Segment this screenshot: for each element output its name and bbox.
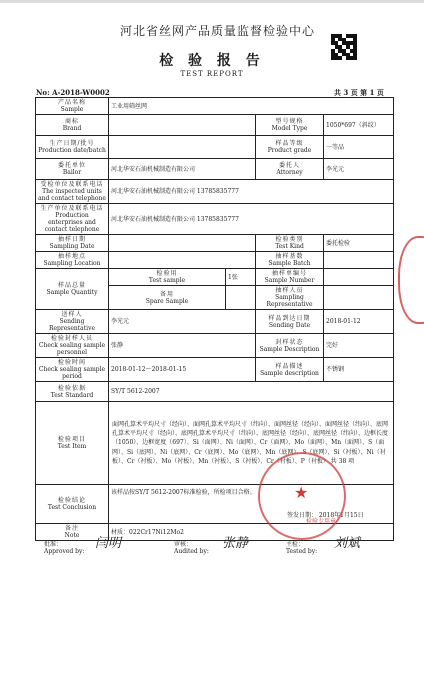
test-sample-value: 1张 (226, 269, 256, 286)
product-grade-value: 一等品 (324, 136, 394, 159)
approver-signature: 闫明 (95, 536, 122, 551)
field-label: 抽样单编号 Sample Number (256, 269, 324, 286)
bailor-value: 河北华安石油机械制造有限公司 (109, 159, 256, 180)
field-label: 样品等级 Product grade (256, 136, 324, 159)
model-value: 1050*697（斜纹） (324, 115, 394, 136)
field-label: 检验封样人员 Check sealing sample personnel (36, 334, 109, 358)
field-label: 检验结论 Test Conclusion (36, 485, 109, 524)
field-label: 样品总量 Sample Quantity (36, 269, 109, 310)
test-standard-value: SY/T 5612-2007 (109, 382, 394, 402)
report-number: No: A-2018-W0002 (36, 88, 110, 97)
field-label: 检验项目 Test Item (36, 402, 109, 485)
sending-rep-value: 李光元 (109, 310, 256, 334)
product-name-value: 工业用筛丝网 (109, 98, 394, 115)
field-value (324, 269, 394, 286)
field-value (109, 235, 256, 252)
page-count: 共 3 页 第 1 页 (334, 88, 384, 97)
field-label: 商标 Brand (36, 115, 109, 136)
tester-signature: 刘斌 (334, 536, 361, 551)
tested-label: 主检： Tested by: (286, 541, 318, 555)
check-period-value: 2018-01-12～2018-01-15 (109, 358, 256, 382)
field-label: 送样人 Sending Representative (36, 310, 109, 334)
organization-name: 河北省丝网产品质量监督检验中心 (120, 24, 316, 38)
edge-seal (398, 236, 424, 324)
field-label: 抽样人员 Sampling Representative (256, 286, 324, 310)
note-value: 材质：022Cr17Ni12Mo2 (109, 524, 394, 541)
field-value (109, 136, 256, 159)
approved-label: 批准： Approved by: (44, 541, 85, 555)
field-label: 委托人 Attorney (256, 159, 324, 180)
field-label: 受检单位及联系电话 The inspected units and contact telephone (36, 180, 109, 204)
attorney-value: 李光元 (324, 159, 394, 180)
inspected-units-value: 河北华安石油机械制造有限公司 13785835777 (109, 180, 394, 204)
field-label: 抽样基数 Sample Batch (256, 252, 324, 269)
field-label: 型号规格 Model Type (256, 115, 324, 136)
field-label: 备用 Spare Sample (109, 286, 226, 310)
field-value (109, 115, 256, 136)
sealing-person-value: 张静 (109, 334, 256, 358)
field-value (324, 286, 394, 310)
field-value (109, 252, 256, 269)
sample-desc-value: 不锈钢 (324, 358, 394, 382)
field-label: 抽样地点 Sampling Location (36, 252, 109, 269)
auditor-signature: 张静 (222, 536, 249, 551)
field-label: 检验用 Test sample (109, 269, 226, 286)
audited-label: 审核： Audited by: (174, 541, 209, 555)
sign-date: 签发日期： 2018年1月15日 (287, 512, 364, 519)
field-value (226, 286, 256, 310)
field-label: 样品描述 Sample description (256, 358, 324, 382)
field-label: 检验类别 Test Kind (256, 235, 324, 252)
field-label: 生产单位及联系电话 Production enterprises and contact telephone (36, 204, 109, 235)
field-label: 检验依据 Test Standard (36, 382, 109, 402)
field-value (109, 485, 394, 524)
production-enterprises-value: 河北华安石油机械制造有限公司 13785835777 (109, 204, 394, 235)
report-title-en: TEST REPORT (180, 70, 244, 78)
field-label: 抽样日期 Sampling Date (36, 235, 109, 252)
report-title: 检 验 报 告 (159, 53, 265, 69)
field-label: 产品名称 Sample (36, 98, 109, 115)
field-value (324, 252, 394, 269)
stamp-text: 检验专用章 (306, 518, 337, 525)
test-item-value: 面网孔算术平均尺寸（经向）、面网孔算术平均尺寸（纬向）、面网丝径（经向）、面网丝径（纬向）、底网孔算术平均尺寸（经向）、底网孔算术平均尺寸（纬向）、底网丝径（经向）、底网丝径（纬向）、边框长度（1050）、边框宽度（697）、Si（面网）、Ni（面网）、Cr（面网）、Mo（面网）、Mn（面网）、S（面网）、Si（底网）、Ni（底网）、Cr（底网）、Mo（底网）、Mn（底网）、S（底网）、Si（衬板）、Ni（衬板）、Cr（衬板）、Mo（衬板）、Mn（衬板）、S（衬板）、Cr（衬板）、P（衬板） 共 38 项 (109, 402, 394, 485)
field-label: 样品到达日期 Sending Date (256, 310, 324, 334)
field-label: 生产日期/批号 Production date/batch (36, 136, 109, 159)
sending-date-value: 2018-01-12 (324, 310, 394, 334)
field-label: 备注 Note (36, 524, 109, 541)
field-label: 检验时间 Check sealing sample period (36, 358, 109, 382)
stamp-star-icon: ★ (294, 483, 309, 502)
scan-edge (0, 0, 424, 3)
field-label: 委托单位 Bailor (36, 159, 109, 180)
test-kind-value: 委托检验 (324, 235, 394, 252)
field-label: 封样状态 Sample Description (256, 334, 324, 358)
conclusion-value: 该样品按SY/T 5612-2007标准检验，所检项目合格。 (111, 489, 256, 496)
seal-state-value: 完好 (324, 334, 394, 358)
